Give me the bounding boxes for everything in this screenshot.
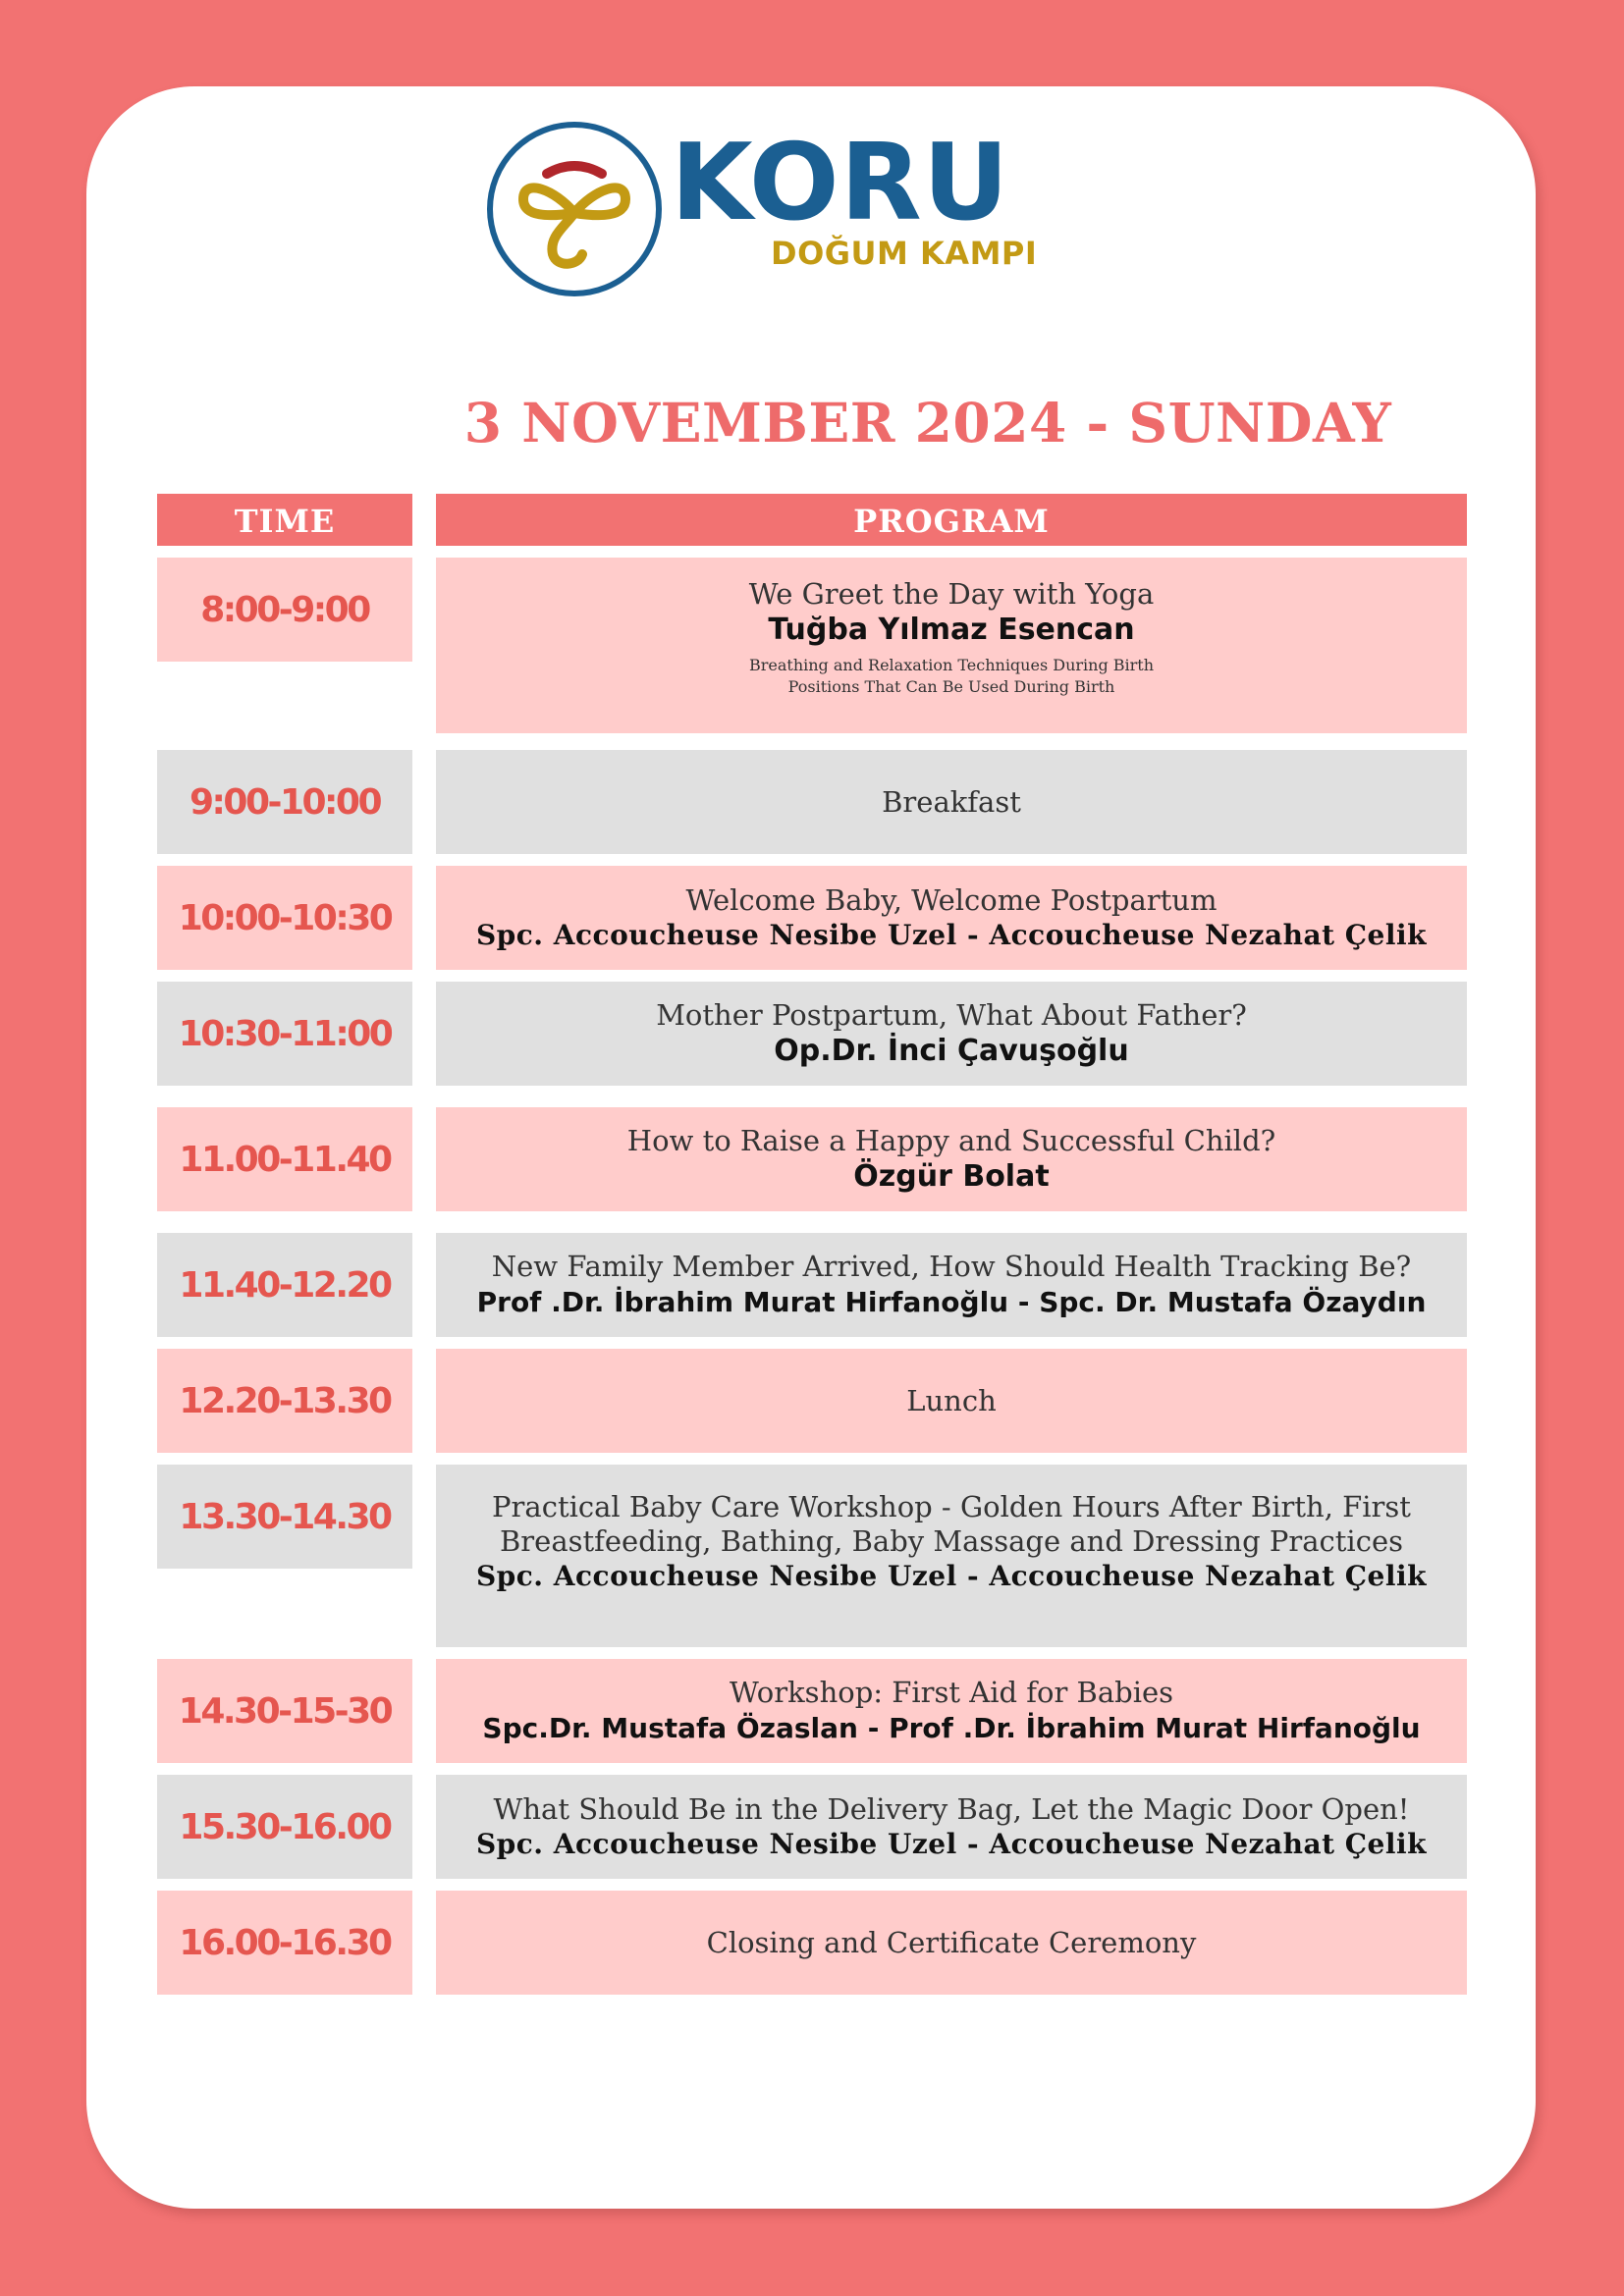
program-cell <box>436 750 1467 854</box>
session-title: We Greet the Day with Yoga <box>748 577 1155 611</box>
time-cell: 9:00-10:00 <box>157 750 412 854</box>
session-speaker: Op.Dr. İnci Çavuşoğlu <box>774 1033 1129 1068</box>
program-cell <box>436 866 1467 970</box>
session-title: Lunch <box>906 1383 997 1417</box>
session-speaker: Özgür Bolat <box>853 1158 1050 1194</box>
program-cell <box>436 1233 1467 1337</box>
session-speaker: Spc. Accoucheuse Nesibe Uzel - Accoucheuse Nezahat Çelik <box>475 918 1428 951</box>
session-speaker: Tuğba Yılmaz Esencan <box>768 613 1135 647</box>
time-cell: 12.20-13.30 <box>157 1349 412 1453</box>
time-cell: 10:30-11:00 <box>157 982 412 1086</box>
session-note: Positions That Can Be Used During Birth <box>787 677 1115 696</box>
koru-logo-emblem-icon <box>484 119 665 299</box>
logo-subtitle: DOĞUM KAMPI <box>771 235 1038 272</box>
time-column-header: TIME <box>157 494 412 546</box>
program-cell <box>436 1465 1467 1647</box>
program-cell <box>436 982 1467 1086</box>
session-title: Breakfast <box>882 784 1021 819</box>
program-cell <box>436 1891 1467 1995</box>
program-cell <box>436 558 1467 733</box>
time-cell: 14.30-15-30 <box>157 1659 412 1763</box>
session-title: How to Raise a Happy and Successful Child? <box>626 1123 1276 1157</box>
time-cell: 15.30-16.00 <box>157 1775 412 1879</box>
session-speaker: Spc.Dr. Mustafa Özaslan - Prof .Dr. İbrahim Murat Hirfanoğlu <box>482 1711 1421 1744</box>
session-title-line: Practical Baby Care Workshop - Golden Hours After Birth, First <box>492 1490 1411 1523</box>
session-title-line: Breastfeeding, Bathing, Baby Massage and Dressing Practices <box>499 1524 1403 1558</box>
time-cell: 16.00-16.30 <box>157 1891 412 1995</box>
program-cell <box>436 1775 1467 1879</box>
session-title: Workshop: First Aid for Babies <box>729 1675 1174 1709</box>
program-cell <box>436 1659 1467 1763</box>
logo-wordmark: KORU <box>671 122 1010 244</box>
session-speaker: Spc. Accoucheuse Nesibe Uzel - Accoucheuse Nezahat Çelik <box>475 1827 1428 1860</box>
session-title: Closing and Certificate Ceremony <box>706 1925 1197 1959</box>
session-title: What Should Be in the Delivery Bag, Let the Magic Door Open! <box>493 1791 1410 1826</box>
session-speaker: Prof .Dr. İbrahim Murat Hirfanoğlu - Spc. Dr. Mustafa Özaydın <box>476 1285 1427 1318</box>
program-column-header: PROGRAM <box>436 494 1467 546</box>
time-cell: 8:00-9:00 <box>157 558 412 662</box>
time-cell: 10:00-10:30 <box>157 866 412 970</box>
program-cell <box>436 1107 1467 1211</box>
session-title: New Family Member Arrived, How Should Health Tracking Be? <box>491 1249 1412 1283</box>
session-title: Welcome Baby, Welcome Postpartum <box>685 882 1218 917</box>
program-cell <box>436 1349 1467 1453</box>
time-cell: 11.40-12.20 <box>157 1233 412 1337</box>
date-title: 3 NOVEMBER 2024 - SUNDAY <box>463 391 1392 454</box>
time-cell: 13.30-14.30 <box>157 1465 412 1569</box>
time-cell: 11.00-11.40 <box>157 1107 412 1211</box>
session-title: Mother Postpartum, What About Father? <box>656 997 1247 1032</box>
session-speaker: Spc. Accoucheuse Nesibe Uzel - Accoucheuse Nezahat Çelik <box>475 1560 1428 1592</box>
session-note: Breathing and Relaxation Techniques During Birth <box>748 656 1155 674</box>
